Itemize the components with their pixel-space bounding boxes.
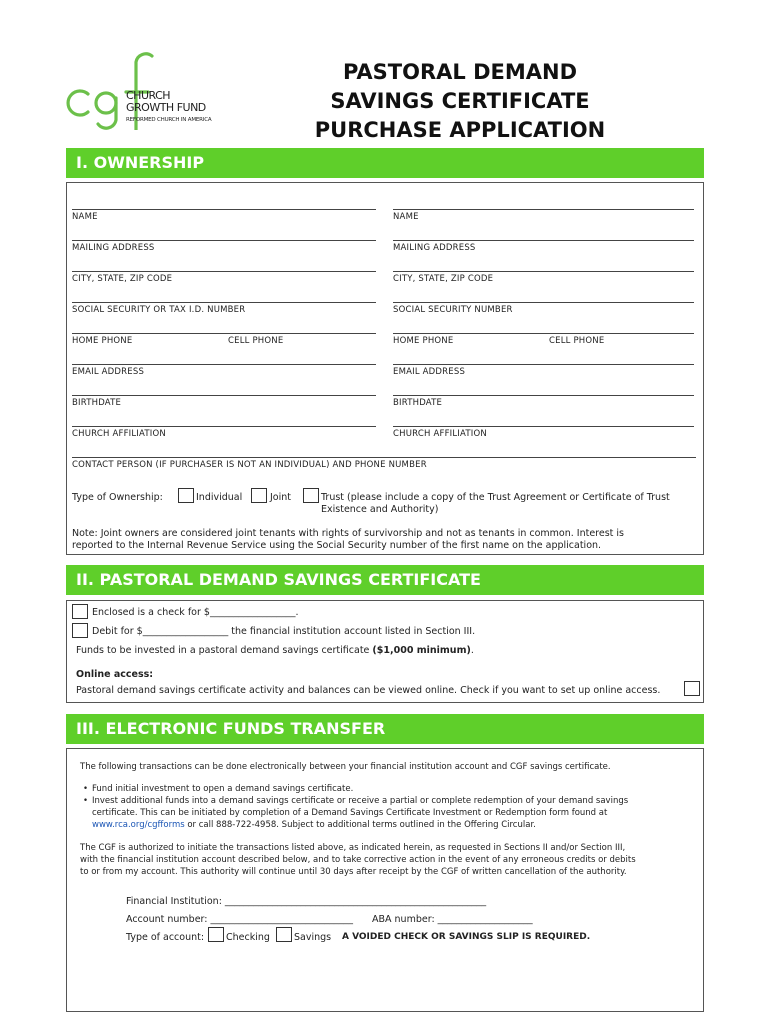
funds-text-end: . — [470, 645, 474, 656]
label-owner2-cell-phone: CELL PHONE — [549, 336, 605, 346]
funds-minimum: ($1,000 minimum) — [372, 645, 471, 656]
field-owner1-mailing[interactable] — [72, 240, 376, 253]
funds-text-main: Funds to be invested in a pastoral demand savings certificate — [76, 645, 373, 656]
field-contact-person[interactable] — [72, 457, 696, 470]
label-owner1-home-phone: HOME PHONE — [72, 336, 133, 346]
enclosed-check-text: Enclosed is a check for $__________________. — [92, 607, 299, 618]
debit-text: Debit for $__________________ the financial institution account listed in Section III. — [92, 626, 476, 637]
note-joint-line2: reported to the Internal Revenue Service using the Social Security number of the first name on the application. — [72, 540, 602, 551]
field-owner2-birthdate[interactable] — [393, 395, 694, 408]
label-owner1-birthdate: BIRTHDATE — [72, 398, 122, 408]
voided-check-notice: A VOIDED CHECK OR SAVINGS SLIP IS REQUIRED. — [342, 932, 591, 942]
checkbox-savings[interactable] — [276, 927, 292, 942]
label-owner2-church: CHURCH AFFILIATION — [393, 429, 487, 439]
label-owner2-email: EMAIL ADDRESS — [393, 367, 466, 377]
section-ownership-heading: I. OWNERSHIP — [66, 148, 704, 178]
field-owner2-ssn[interactable] — [393, 302, 694, 315]
checkbox-checking[interactable] — [208, 927, 224, 942]
label-owner1-email: EMAIL ADDRESS — [72, 367, 145, 377]
logo-line-growth-fund: GROWTH FUND — [126, 101, 206, 114]
label-owner1-city: CITY, STATE, ZIP CODE — [72, 274, 173, 284]
section-pastoral-heading: II. PASTORAL DEMAND SAVINGS CERTIFICATE — [66, 565, 704, 595]
checkbox-individual[interactable] — [178, 488, 194, 503]
field-owner2-phones[interactable] — [393, 333, 694, 346]
cgf-forms-link[interactable]: www.rca.org/cgfforms — [92, 820, 185, 830]
eft-bullet-2-line1: • Invest additional funds into a demand savings certificate or receive a partial or complete redemption of your demand savings — [92, 796, 629, 806]
label-owner1-ssn: SOCIAL SECURITY OR TAX I.D. NUMBER — [72, 305, 246, 315]
checkbox-online-access[interactable] — [684, 681, 700, 696]
checkbox-trust[interactable] — [303, 488, 319, 503]
eft-auth-line1: The CGF is authorized to initiate the transactions listed above, as indicated herein, as requested in Sections II and/or Section III, — [80, 843, 626, 853]
label-individual: Individual — [196, 492, 243, 503]
logo-wordmark — [126, 90, 211, 123]
field-owner1-phones[interactable] — [72, 333, 376, 346]
field-owner1-church[interactable] — [72, 426, 376, 439]
field-account-number[interactable]: Account number: ______________________________ — [126, 914, 354, 925]
checkbox-debit[interactable] — [72, 623, 88, 638]
label-contact-person: CONTACT PERSON (IF PURCHASER IS NOT AN INDIVIDUAL) AND PHONE NUMBER — [72, 460, 427, 470]
page-title — [300, 58, 620, 145]
account-type-label: Type of account: — [126, 932, 205, 943]
eft-auth-line2: with the financial institution account described below, and to take corrective action in the event of any erroneous credits or debits — [80, 855, 636, 865]
title-line-3: PURCHASE APPLICATION — [314, 118, 606, 142]
online-access-text: Pastoral demand savings certificate activity and balances can be viewed online. Check if you want to set up online access. — [76, 685, 661, 696]
eft-bullet-2-line2: certificate. This can be initiated by completion of a Demand Savings Certificate Investment or Redemption form found at — [92, 808, 608, 818]
label-trust-line2: Existence and Authority) — [321, 504, 439, 515]
field-owner2-email[interactable] — [393, 364, 694, 377]
field-owner2-church[interactable] — [393, 426, 694, 439]
label-joint: Joint — [270, 492, 291, 503]
field-owner1-city[interactable] — [72, 271, 376, 284]
label-savings: Savings — [294, 932, 332, 943]
field-owner1-name[interactable] — [72, 209, 376, 222]
funds-text — [76, 645, 474, 656]
eft-bullet-2-line3-text: or call 888-722-4958. Subject to additional terms outlined in the Offering Circular. — [184, 820, 536, 830]
label-owner1-mailing: MAILING ADDRESS — [72, 243, 155, 253]
label-owner2-mailing: MAILING ADDRESS — [393, 243, 476, 253]
label-owner1-cell-phone: CELL PHONE — [228, 336, 284, 346]
field-financial-institution[interactable]: Financial Institution: _______________________________________________________ — [126, 896, 487, 907]
field-aba-number[interactable]: ABA number: ____________________ — [372, 914, 533, 925]
field-owner2-mailing[interactable] — [393, 240, 694, 253]
eft-bullet-1 — [80, 783, 690, 795]
label-owner1-church: CHURCH AFFILIATION — [72, 429, 166, 439]
eft-bullets — [80, 783, 690, 831]
field-owner1-ssn[interactable] — [72, 302, 376, 315]
online-access-label: Online access: — [76, 669, 154, 680]
eft-auth-line3: to or from my account. This authority will continue until 30 days after receipt by the CGF of written cancellation of the authority. — [80, 867, 627, 877]
eft-bullet-2-line3 — [92, 819, 690, 831]
ownership-type-label: Type of Ownership: — [72, 492, 163, 503]
field-owner2-city[interactable] — [393, 271, 694, 284]
checkbox-enclosed-check[interactable] — [72, 604, 88, 619]
field-owner1-birthdate[interactable] — [72, 395, 376, 408]
title-line-2: SAVINGS CERTIFICATE — [330, 89, 590, 113]
field-owner2-name[interactable] — [393, 209, 694, 222]
eft-bullet-2 — [80, 795, 690, 831]
field-owner1-email[interactable] — [72, 364, 376, 377]
label-owner2-name: NAME — [393, 212, 419, 222]
checkbox-joint[interactable] — [251, 488, 267, 503]
label-owner2-birthdate: BIRTHDATE — [393, 398, 443, 408]
label-owner2-ssn: SOCIAL SECURITY NUMBER — [393, 305, 513, 315]
label-owner2-home-phone: HOME PHONE — [393, 336, 454, 346]
label-trust-line1: Trust (please include a copy of the Trust Agreement or Certificate of Trust — [321, 492, 670, 503]
label-owner1-name: NAME — [72, 212, 98, 222]
eft-bullet-1-text: Fund initial investment to open a demand savings certificate. — [92, 784, 354, 794]
title-line-1: PASTORAL DEMAND — [342, 60, 578, 84]
label-checking: Checking — [226, 932, 270, 943]
section-eft-heading: III. ELECTRONIC FUNDS TRANSFER — [66, 714, 704, 744]
logo-line-church: CHURCH — [126, 89, 171, 102]
logo-line-rca: REFORMED CHURCH IN AMERICA — [126, 117, 212, 123]
eft-intro: The following transactions can be done electronically between your financial institution account and CGF savings certificate. — [80, 762, 611, 772]
label-owner2-city: CITY, STATE, ZIP CODE — [393, 274, 494, 284]
note-joint-line1: Note: Joint owners are considered joint tenants with rights of survivorship and not as tenants in common. Interest is — [72, 528, 625, 539]
